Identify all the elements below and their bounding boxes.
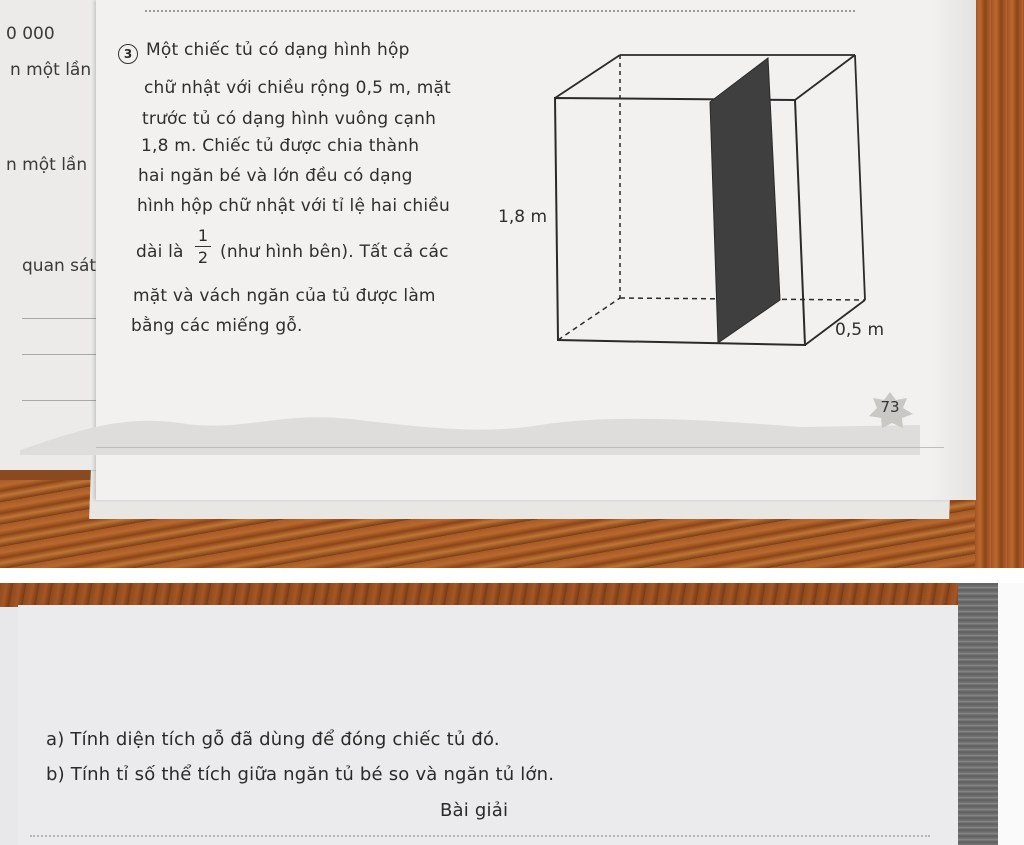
problem-line-3: trước tủ có dạng hình vuông cạnh — [142, 109, 437, 129]
task-b: b) Tính tỉ số thể tích giữa ngăn tủ bé so và ngăn tủ lớn. — [46, 764, 555, 785]
question-number-badge: 3 — [118, 44, 138, 64]
problem-line-7a: dài là — [136, 242, 184, 262]
bottom-photo — [0, 583, 1024, 845]
photo-edge — [998, 583, 1024, 845]
width-label: 0,5 m — [835, 320, 884, 340]
fraction-numerator: 1 — [197, 226, 209, 245]
problem-line-5: hai ngăn bé và lớn đều có dạng — [138, 166, 413, 186]
dotted-answer-line — [30, 835, 930, 837]
problem-line-9: bằng các miếng gỗ. — [131, 316, 303, 336]
wooden-table-surface — [0, 583, 1024, 607]
problem-line-1: Một chiếc tủ có dạng hình hộp — [146, 40, 410, 60]
book-binding — [958, 583, 998, 845]
page-number: 73 — [880, 398, 900, 416]
page-bottom-rule — [96, 447, 944, 448]
problem-line-4: 1,8 m. Chiếc tủ được chia thành — [141, 136, 420, 156]
fraction-denominator: 2 — [197, 248, 209, 267]
left-fragment-4: quan sát — [22, 256, 97, 276]
task-a: a) Tính diện tích gỗ đã dùng để đóng chiếc tủ đó. — [46, 729, 500, 750]
problem-line-7b: (như hình bên). Tất cả các — [220, 242, 449, 262]
left-fragment-1: 0 000 — [6, 24, 55, 44]
problem-line-6: hình hộp chữ nhật với tỉ lệ hai chiều — [137, 196, 450, 216]
height-label: 1,8 m — [498, 207, 547, 227]
problem-line-2: chữ nhật với chiều rộng 0,5 m, mặt — [144, 78, 452, 98]
solution-heading: Bài giải — [440, 800, 509, 821]
left-fragment-3: n một lần — [6, 155, 88, 175]
left-fragment-2: n một lần — [10, 60, 92, 80]
problem-line-8: mặt và vách ngăn của tủ được làm — [133, 286, 436, 306]
